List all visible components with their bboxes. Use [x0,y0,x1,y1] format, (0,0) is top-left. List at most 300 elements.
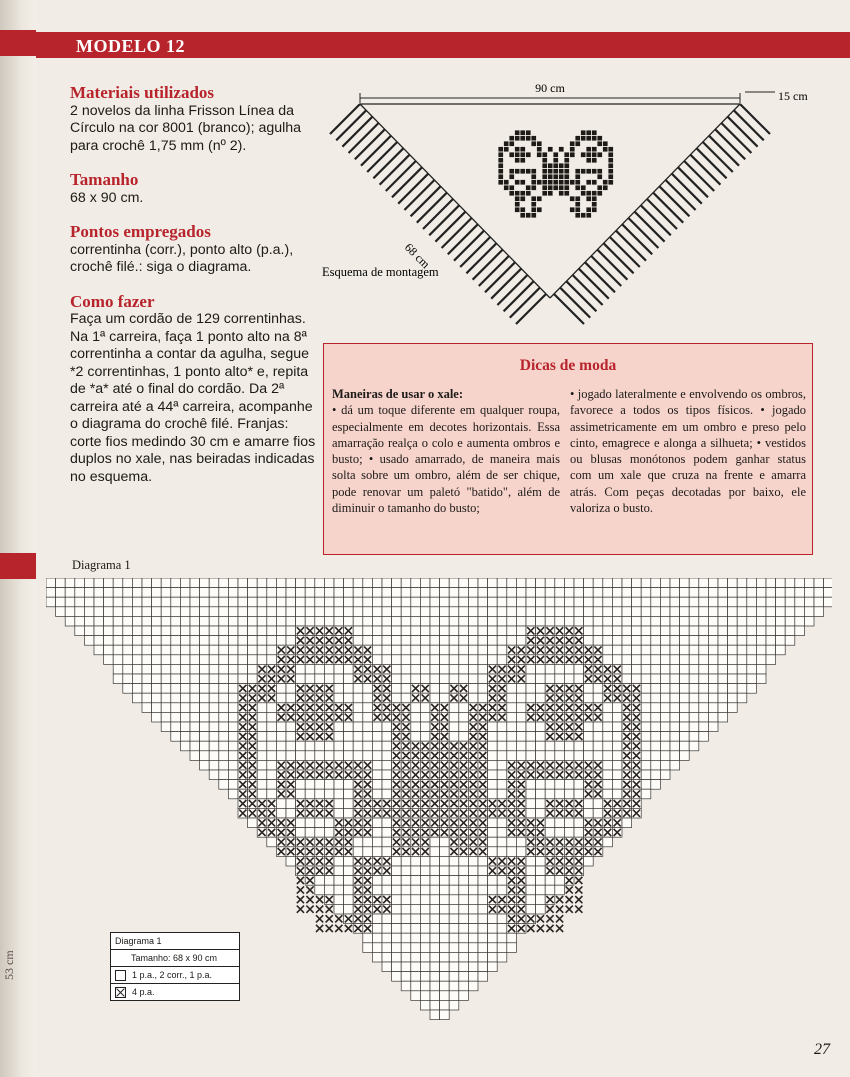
diagram-cell [699,588,709,598]
schema-butterfly-block [575,202,581,208]
diagram-cell [689,741,699,751]
fringe-strand [398,174,428,204]
diagram-cell [766,645,776,655]
diagram-cell [94,578,104,588]
schema-butterfly-block [515,130,521,136]
diagram-cell [824,597,832,607]
diagram-cell [142,645,152,655]
diagram-cell [248,636,258,646]
diagram-cell [708,578,718,588]
diagram-cell [65,578,75,588]
diagram-cell [190,588,200,598]
diagram-filled-block [566,896,573,903]
diagram-cell [257,616,267,626]
diagram-cell [344,588,354,598]
diagram-cell [545,780,555,790]
diagram-cell [488,588,498,598]
diagram-cell [526,578,536,588]
diagram-cell [555,876,565,886]
diagram-cell [536,799,546,809]
diagram-cell [526,588,536,598]
diagram-cell [411,895,421,905]
diagram-cell [497,626,507,636]
diagram-cell [776,645,786,655]
diagram-cell [104,597,114,607]
diagram-cell [430,924,440,934]
diagram-cell [516,636,526,646]
diagram-cell [718,684,728,694]
diagram-cell [612,616,622,626]
diagram-cell [180,674,190,684]
diagram-cell [603,722,613,732]
diagram-cell [680,712,690,722]
diagram-cell [363,616,373,626]
diagram-cell [353,578,363,588]
diagram-cell [478,972,488,982]
schema-butterfly-block [586,169,592,175]
diagram-cell [574,789,584,799]
schema-butterfly-block [526,136,532,142]
diagram-cell [468,607,478,617]
schema-butterfly-block [509,141,515,147]
diagram-cell [670,703,680,713]
diagram-cell [478,895,488,905]
schema-butterfly-block [564,158,570,164]
diagram-cell [660,693,670,703]
diagram-cell [747,655,757,665]
diagram-cell [536,856,546,866]
diagram-cell [315,741,325,751]
diagram-cell [555,828,565,838]
diagram-cell [488,885,498,895]
diagram-cell [449,645,459,655]
diagram-cell [632,664,642,674]
diagram-cell [478,578,488,588]
diagram-cell [420,712,430,722]
diagram-cell [766,626,776,636]
fringe-strand [697,148,727,178]
diagram-cell [344,904,354,914]
schema-butterfly-block [520,169,526,175]
diagram-cell [363,722,373,732]
diagram-cell [372,588,382,598]
diagram-cell [219,616,229,626]
diagram-cell [200,684,210,694]
diagram-cell [296,616,306,626]
diagram-cell [257,722,267,732]
diagram-cell [171,616,181,626]
diagram-cell [228,693,238,703]
diagram-cell [680,664,690,674]
diagram-cell [104,588,114,598]
diagram-cell [440,588,450,598]
diagram-cell [420,626,430,636]
diagram-cell [344,885,354,895]
diagram-cell [670,616,680,626]
schema-butterfly-block [564,180,570,186]
diagram-cell [267,616,277,626]
schema-butterfly-block [526,191,532,197]
diagram-cell [459,924,469,934]
diagram-cell [353,732,363,742]
diagram-cell [411,703,421,713]
diagram-cell [699,626,709,636]
diagram-cell [555,578,565,588]
diagram-cell [622,645,632,655]
diagram-cell [344,664,354,674]
tips-column-1 [332,386,560,516]
diagram-cell [564,789,574,799]
diagram-cell [152,607,162,617]
diagram-cell [478,597,488,607]
diagram-cell [411,655,421,665]
diagram-cell [219,703,229,713]
schema-butterfly-block [559,185,565,191]
diagram-cell [632,588,642,598]
diagram-cell [219,732,229,742]
diagram-cell [468,655,478,665]
diagram-cell [94,597,104,607]
diagram-cell [440,693,450,703]
diagram-cell [180,712,190,722]
schema-butterfly-block [531,141,537,147]
diagram-cell [104,655,114,665]
diagram-cell [382,588,392,598]
diagram-cell [430,972,440,982]
diagram-cell [660,645,670,655]
diagram-cell [305,664,315,674]
diagram-cell [756,588,766,598]
diagram-cell [497,818,507,828]
diagram-cell [516,684,526,694]
diagram-cell [401,856,411,866]
diagram-cell [430,991,440,1001]
diagram-cell [641,703,651,713]
diagram-cell [430,674,440,684]
diagram-cell [507,712,517,722]
diagram-cell [344,597,354,607]
diagram-filled-block [575,886,582,893]
diagram-cell [382,924,392,934]
diagram-cell [507,732,517,742]
schema-butterfly-block [608,174,614,180]
diagram-cell [603,655,613,665]
diagram-cell [248,597,258,607]
diagram-cell [564,597,574,607]
spine-label: 53 cm [2,950,16,980]
diagram-cell [593,693,603,703]
diagram-cell [660,607,670,617]
diagram-cell [708,626,718,636]
diagram-cell [708,616,718,626]
diagram-cell [363,751,373,761]
diagram-cell [526,789,536,799]
diagram-cell [430,856,440,866]
diagram-cell [507,578,517,588]
diagram-cell [526,616,536,626]
diagram-cell [488,789,498,799]
diagram-cell [411,674,421,684]
diagram-cell [632,674,642,684]
diagram-cell [296,674,306,684]
diagram-cell [75,588,85,598]
diagram-cell [113,597,123,607]
diagram-cell [238,645,248,655]
diagram-cell [545,789,555,799]
diagram-cell [334,684,344,694]
diagram-cell [382,933,392,943]
diagram-cell [449,981,459,991]
diagram-cell [449,924,459,934]
diagram-cell [401,876,411,886]
schema-butterfly-block [542,174,548,180]
diagram-cell [516,712,526,722]
diagram-cell [344,808,354,818]
diagram-cell [267,655,277,665]
diagram-cell [94,626,104,636]
diagram-cell [324,664,334,674]
diagram-cell [478,664,488,674]
schema-butterfly-block [520,191,526,197]
diagram-cell [651,703,661,713]
diagram-cell [680,578,690,588]
diagram-cell [209,751,219,761]
diagram-cell [161,655,171,665]
diagram-cell [612,770,622,780]
diagram-cell [305,578,315,588]
diagram-cell [593,578,603,588]
diagram-cell [132,645,142,655]
diagram-cell [497,943,507,953]
diagram-cell [113,616,123,626]
diagram-cell [708,655,718,665]
diagram-cell [430,1000,440,1010]
diagram-cell [382,952,392,962]
diagram-cell [219,693,229,703]
diagram-cell [488,943,498,953]
diagram-cell [382,962,392,972]
schema-butterfly-block [548,191,554,197]
schema-butterfly-block [542,169,548,175]
diagram-cell [228,732,238,742]
diagram-cell [612,732,622,742]
diagram-cell [689,597,699,607]
diagram-cell [718,588,728,598]
diagram-cell [180,703,190,713]
schema-caption: Esquema de montagem [322,265,439,279]
diagram-cell [430,588,440,598]
diagram-cell [564,607,574,617]
diagram-cell [276,616,286,626]
diagram-cell [641,616,651,626]
diagram-cell [363,847,373,857]
diagram-cell [430,933,440,943]
schema-butterfly-block [581,185,587,191]
spine-band-middle [0,553,36,579]
diagram-cell [257,588,267,598]
diagram-cell [190,636,200,646]
legend-title: Diagrama 1 [115,936,162,946]
diagram-cell [344,789,354,799]
howto-heading: Como fazer [70,291,155,311]
fringe-strand [392,167,422,197]
diagram-cell [689,684,699,694]
schema-butterfly-block [542,180,548,186]
diagram-cell [257,626,267,636]
diagram-cell [478,914,488,924]
diagram-cell [468,904,478,914]
diagram-cell [612,712,622,722]
diagram-cell [180,684,190,694]
diagram-cell [142,655,152,665]
diagram-cell [545,664,555,674]
diagram-cell [113,578,123,588]
diagram-cell [737,607,747,617]
diagram-cell [689,703,699,713]
diagram-cell [593,741,603,751]
diagram-filled-block [326,915,333,922]
diagram-cell [334,780,344,790]
diagram-cell [200,626,210,636]
diagram-cell [641,741,651,751]
fringe-strand [635,212,665,242]
diagram-cell [545,818,555,828]
diagram-cell [488,597,498,607]
fringe-strand [460,237,490,267]
diagram-cell [344,866,354,876]
diagram-cell [728,616,738,626]
diagram-cell [161,607,171,617]
diagram-cell [200,588,210,598]
diagram-cell [689,636,699,646]
diagram-cell [344,876,354,886]
diagram-cell [113,645,123,655]
schema-butterfly-block [597,152,603,158]
diagram-filled-block [316,925,323,932]
diagram-cell [526,904,536,914]
page-number: 27 [814,1041,830,1058]
diagram-cell [660,588,670,598]
diagram-cell [651,607,661,617]
diagram-cell [651,636,661,646]
fringe-strand [497,275,527,305]
diagram-cell [756,626,766,636]
diagram-cell [334,588,344,598]
diagram-cell [152,616,162,626]
diagram-cell [497,933,507,943]
diagram-cell [401,885,411,895]
fringe-strand [709,136,739,166]
diagram-cell [305,818,315,828]
diagram-cell [651,712,661,722]
diagram-cell [132,636,142,646]
diagram-cell [324,588,334,598]
diagram-cell [286,808,296,818]
diagram-cell [411,645,421,655]
size-text: 68 x 90 cm. [70,189,144,206]
diagram-cell [507,597,517,607]
diagram-cell [401,674,411,684]
diagram-cell [372,828,382,838]
diagram-cell [267,780,277,790]
schema-butterfly-block [548,169,554,175]
fringe-strand [373,148,403,178]
diagram-cell [612,626,622,636]
schema-butterfly-block [531,202,537,208]
diagram-cell [382,741,392,751]
diagram-cell [353,636,363,646]
diagram-cell [401,684,411,694]
diagram-cell [46,597,56,607]
diagram-cell [228,703,238,713]
diagram-cell [737,636,747,646]
diagram-cell [219,636,229,646]
diagram-cell [593,799,603,809]
diagram-cell [612,578,622,588]
diagram-cell [180,722,190,732]
diagram-cell [420,962,430,972]
diagram-cell [526,780,536,790]
diagram-cell [392,924,402,934]
diagram-cell [536,693,546,703]
diagram-cell [622,578,632,588]
diagram-cell [584,684,594,694]
diagram-cell [795,607,805,617]
diagram-cell [747,684,757,694]
diagram-cell [228,751,238,761]
diagram-cell [680,597,690,607]
diagram-cell [315,578,325,588]
schema-butterfly-block [498,163,504,169]
diagram-cell [584,597,594,607]
diagram-cell [190,674,200,684]
diagram-cell [651,674,661,684]
diagram-cell [449,952,459,962]
diagram-cell [353,607,363,617]
fringe-strand [491,269,521,299]
fringe-strand [585,262,615,292]
diagram-cell [747,578,757,588]
diagram-cell [420,933,430,943]
diagram-cell [142,616,152,626]
diagram-cell [689,645,699,655]
diagram-cell [756,636,766,646]
diagram-cell [497,828,507,838]
diagram-cell [516,578,526,588]
diagram-cell [516,847,526,857]
diagram-cell [171,703,181,713]
diagram-cell [584,856,594,866]
diagram-cell [584,722,594,732]
diagram-cell [161,693,171,703]
diagram-cell [737,588,747,598]
diagram-cell [286,588,296,598]
diagram-cell [660,578,670,588]
diagram-filled-block [546,915,553,922]
diagram-cell [440,981,450,991]
diagram-cell [209,616,219,626]
diagram-cell [84,588,94,598]
fringe-strand [734,110,764,140]
diagram-cell [478,952,488,962]
schema-butterfly-block [581,169,587,175]
diagram-cell [257,741,267,751]
diagram-cell [545,828,555,838]
diagram-cell [526,751,536,761]
diagram-cell [228,655,238,665]
diagram-cell [488,655,498,665]
diagram-cell [84,578,94,588]
